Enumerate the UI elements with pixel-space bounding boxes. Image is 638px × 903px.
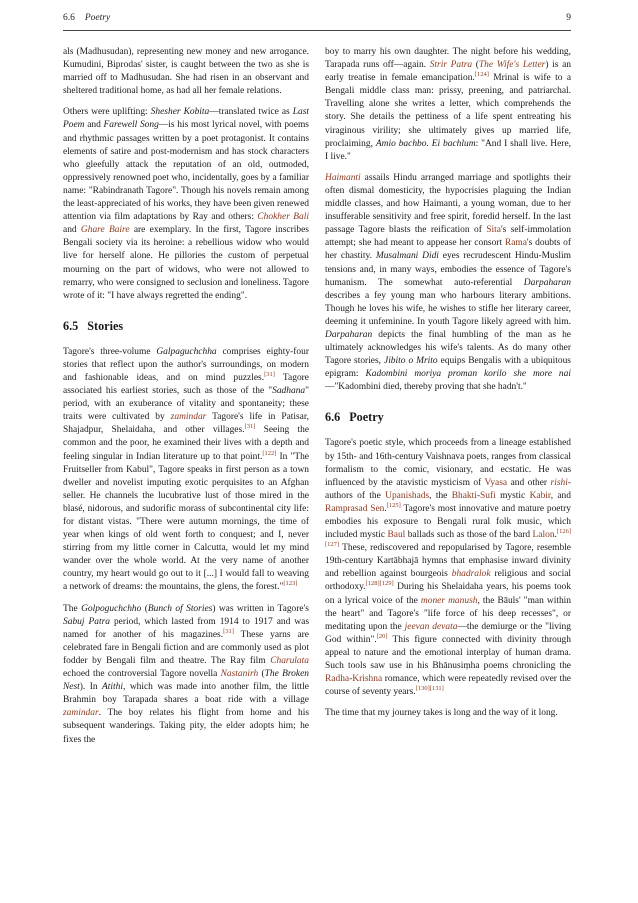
text: Tagore associated his earliest stories, such as those of the " xyxy=(63,372,309,397)
header-section-number: 6.6 xyxy=(63,13,75,23)
text: ( xyxy=(472,60,479,71)
text: Tagore's most innovative and mature poetry embodies his exposure to Bengali rural folk music, which included mystic xyxy=(325,503,571,541)
link-lalon[interactable]: Lalon xyxy=(532,530,555,541)
paragraph-haimanti xyxy=(325,172,571,395)
text: and other xyxy=(507,477,551,488)
left-column xyxy=(63,46,309,755)
heading-title: Poetry xyxy=(349,410,384,425)
text: 's doubts of her chastity. xyxy=(325,238,571,262)
text: : "And I shall live. Here, I live." xyxy=(325,138,572,162)
link-moner-manush[interactable]: moner manush xyxy=(420,595,478,606)
text: Seeing the common and the poor, he examined their lives with a depth and feeling singular in Indian literature up to that point. xyxy=(63,425,310,462)
link-nastanirh[interactable]: Nastanirh xyxy=(220,669,259,680)
link-ghare-baire[interactable]: Ghare Baire xyxy=(80,225,130,236)
link-upanishads[interactable]: Upanishads xyxy=(385,490,430,501)
citation-123[interactable]: [123] xyxy=(283,580,298,588)
text: ) was written in Tagore's xyxy=(212,603,309,614)
text: assails Hindu arranged marriage and spotlights their often dismal domesticity, the hypocrisies plaguing the Indian middle classes, and how Haimanti, a young woman, due to her insufferable sensitivity and free spirit, foredid herself. In the last passage Tagore blasts the reification of xyxy=(325,172,571,236)
citation-125[interactable]: [125] xyxy=(386,501,401,509)
right-column xyxy=(325,46,571,728)
text: These yarns are celebrated fare in Bengali fiction and are commonly used as plot fodder by Bengali film and theatre. The Ray film xyxy=(63,629,309,666)
link-krishna[interactable]: Krishna xyxy=(352,674,383,685)
heading-stories xyxy=(63,319,309,333)
link-haimanti[interactable]: Haimanti xyxy=(325,172,361,183)
title-bunch-of-stories: Bunch of Stories xyxy=(147,603,213,614)
paragraph-galpaguchchha xyxy=(63,346,309,595)
paragraph-golpoguchchho xyxy=(63,603,309,747)
title-last-poem: Last Poem xyxy=(63,107,309,131)
text: echoed the controversial Tagore novella xyxy=(63,669,221,680)
heading-number: 6.6 xyxy=(325,410,341,425)
paragraph-poetic-style xyxy=(325,437,571,699)
text: and xyxy=(84,120,104,131)
title-broken-nest: The Broken Nest xyxy=(63,669,309,693)
text: " period, with an exuberance of vitality and spontaneity; these traits were cultivated by xyxy=(63,386,309,423)
text: -authors of the xyxy=(325,477,571,501)
text: During his Shelaidaha years, his poems took on a lyrical voice of the xyxy=(325,582,571,606)
link-strir-patra[interactable]: Strir Patra xyxy=(429,60,473,71)
title-atithi: Atithi xyxy=(102,682,124,693)
text: ). In xyxy=(79,682,103,693)
text: These, rediscovered and repopularised by Tagore, resemble 19th-century Kartābhajā hymns that emphasise inward divinity and rebellion against bourgeois xyxy=(325,543,571,580)
text: romance, which were repeatedly revised over the course of seventy years. xyxy=(325,674,571,698)
text: eyes recrudescent Hindu-Muslim tensions and, in many ways, embodies the essence of Tagore's humanism. The somewhat auto-referential xyxy=(325,251,571,288)
paragraph-madhusudan: als (Madhusudan), representing new money and new arrogance. Kumudini, Biprodas' sister, is caught between the two as she is married off to Madhusudan. She had risen in an observant and sheltered traditional home, as had all her female relations. xyxy=(63,47,309,97)
text: . The boy relates his flight from home and his subsequent wanderings. Taking pity, the elder adopts him; he fixes the xyxy=(63,708,309,745)
title-sabuj-patra: Sabuj Patra xyxy=(63,616,110,627)
citation-128-129[interactable]: [128][129] xyxy=(365,580,394,588)
link-chokher-bali[interactable]: Chokher Bali xyxy=(257,212,309,223)
text: , and xyxy=(550,490,571,501)
link-rama[interactable]: Rama xyxy=(504,238,527,249)
text: comprises eighty-four stories that reflect upon the author's surroundings, on modern and fashionable ideas, and on mind puzzles. xyxy=(63,346,309,383)
link-ramprasad-sen[interactable]: Ramprasad Sen xyxy=(325,503,385,514)
text: describes a fey young man who harbours literary ambitions. Though he loves his wife, he wishes to stifle her literary career, deeming it unfeminine. In youth Tagore likely agreed with him. xyxy=(325,290,571,327)
title-golpoguchchho: Golpoguchchho xyxy=(81,603,142,614)
text: —translated twice as xyxy=(209,107,293,118)
text: period, which lasted from 1914 to 1917 and was named for another of his magazines. xyxy=(63,616,309,640)
text: . xyxy=(384,503,387,514)
paragraph-journey-quote: The time that my journey takes is long and the way of it long. xyxy=(325,708,558,719)
heading-poetry xyxy=(325,410,571,424)
text: boy to marry his own daughter. The night before his wedding, Tarapada runs off—again. xyxy=(325,47,571,71)
link-jeevan-devata[interactable]: jeevan devata xyxy=(404,621,458,632)
link-sufi[interactable]: Sufi xyxy=(480,490,496,501)
citation-124[interactable]: [124] xyxy=(474,71,489,79)
text: - xyxy=(476,490,481,501)
text: ) is an early treatise in female emancipation. xyxy=(325,60,571,84)
text: —the demiurge or the "living God within". xyxy=(325,621,571,645)
citation-126-127[interactable]: [126][127] xyxy=(325,527,571,549)
text: mystic xyxy=(495,490,530,501)
title-galpaguchchha: Galpaguchchha xyxy=(156,346,217,357)
citation-31[interactable]: [31] xyxy=(223,627,234,635)
title-darpaharan: Darpaharan xyxy=(325,329,373,340)
paragraph-strir-patra xyxy=(325,46,571,164)
text: Others were uplifting: xyxy=(63,107,151,118)
link-rishi[interactable]: rishi xyxy=(550,477,568,488)
title-sadhana: Sadhana xyxy=(272,386,306,397)
text: The xyxy=(63,603,82,614)
link-wifes-letter[interactable]: The Wife's Letter xyxy=(478,60,546,71)
link-zamindar[interactable]: zamindar xyxy=(63,708,99,719)
quote-amio-bachbo: Amio bachbo. Ei bachlum xyxy=(375,138,476,149)
heading-title: Stories xyxy=(87,318,124,333)
link-charulata[interactable]: Charulata xyxy=(270,655,309,666)
link-kabir[interactable]: Kabir xyxy=(529,490,551,501)
text: In "The Fruitseller from Kabul", Tagore speaks in first person as a town dweller and novelist imputing exotic perquisites to an Afghan seller. He channels the lucubrative lust of those mired in the blasé, nidorous, and sudorific morass of subcontinental city life: for distant vistas. "There were autumn mornings, the time of year when kings of old went forth to conquest; and I, never stirring from my little corner in Calcutta, would let my mind wander over the whole world. At the very name of another country, my heart would go out to it [...] I would fall to weaving a network of dreams: the mountains, the glens, the forest." xyxy=(63,451,309,593)
text: Tagore's three-volume xyxy=(63,346,157,357)
quote-kadombini: Kadombini moriya proman korilo she more nai xyxy=(365,369,571,380)
link-radha[interactable]: Radha xyxy=(325,674,350,685)
text: equips Bengalis with a ubiquitous epigram: xyxy=(325,356,571,380)
text: —"Kadombini died, thereby proving that she hadn't." xyxy=(325,382,527,393)
header-rule xyxy=(63,30,571,31)
page-number: 9 xyxy=(566,13,571,23)
citation-130-131[interactable]: [130][131] xyxy=(415,685,444,693)
text: 's self-immolation attempt; she had meant to appease her consort xyxy=(325,225,571,249)
title-jibito-o-mrito: Jibito o Mrito xyxy=(384,356,438,367)
link-baul[interactable]: Baul xyxy=(387,530,406,541)
text: - xyxy=(349,674,353,685)
link-bhadralok[interactable]: bhadralok xyxy=(451,569,491,580)
title-farewell-song: Farewell Song xyxy=(103,120,159,131)
text: are exemplary. In the first, Tagore inscribes Bengali society via its heroine: a rebellious widow who would live for herself alone. He pillories the custom of perpetual mourning on the part of widows, who were not allowed to remarry, who were consigned to seclusion and loneliness. Tagore wrote of it: "I have always regretted the ending". xyxy=(63,225,309,301)
text: Tagore's poetic style, which proceeds from a lineage established by 15th- and 16th-century Vaishnava poets, ranges from classical formalism to the comic, visionary, and ecstatic. He was influenced by the atavistic mysticism of xyxy=(325,438,571,488)
title-darpaharan: Darpaharan xyxy=(523,277,571,288)
title-shesher-kobita: Shesher Kobita xyxy=(150,107,210,118)
text: , the xyxy=(429,490,452,501)
citation-122[interactable]: [122] xyxy=(262,449,277,457)
text: , the Bāuls' "man within the heart" and Tagore's "life force of his deep recesses", or meditating upon the xyxy=(325,595,572,632)
citation-31[interactable]: [31] xyxy=(264,370,275,378)
citation-20[interactable]: [20] xyxy=(376,632,388,640)
link-zamindar[interactable]: zamindar xyxy=(170,412,207,423)
header-section-title: Poetry xyxy=(84,13,111,23)
paragraph-shesher-kobita xyxy=(63,106,309,302)
title-musalmani-didi: Musalmani Didi xyxy=(375,251,439,262)
link-sita[interactable]: Sita xyxy=(486,225,501,236)
text: religious and social orthodoxy. xyxy=(325,569,572,593)
text: Tagore's life in Patisar, Shajadpur, Shelaidaha, and other villages. xyxy=(63,412,309,436)
running-header xyxy=(63,13,571,23)
text: depicts the final humbling of the man as he ultimately acknowledges his wife's talents. As do many other Tagore stories, xyxy=(325,329,571,367)
text: ( xyxy=(141,603,148,614)
text: . xyxy=(554,530,557,541)
text: ballads such as those of the bard xyxy=(405,530,533,541)
link-vyasa[interactable]: Vyasa xyxy=(484,477,508,488)
text: Mrinal is wife to a Bengali middle class man: prissy, preening, and patriarchal. Travelling alone she writes a letter, which comprehends the story. She details the pettiness of a life spent entreating his viraginous virility; she ultimately gives up married life, proclaiming, xyxy=(325,73,572,149)
text: ( xyxy=(258,669,265,680)
text: —is his most lyrical novel, with poems and rhythmic passages written by a poet protagonist. It contains elements of satire and post-modernism and has stock characters who gleefully attack the reputation of an old, outmoded, oppressively renowned poet who, incidentally, goes by a familiar name: "Rabindranath Tagore". Though his novels remain among the least-appreciated of his works, they have been given renewed attention via film adaptations by Ray and others: xyxy=(63,120,309,223)
link-bhakti[interactable]: Bhakti xyxy=(451,490,477,501)
text: , which was made into another film, the little Brahmin boy Tarapada shares a boat ride with a village xyxy=(63,682,309,706)
text: This figure connected with divinity through appeal to nature and the emotional interplay of human drama. Such tools saw use in his Bhānusiṃha poems chronicling the xyxy=(325,634,571,672)
heading-number: 6.5 xyxy=(63,318,79,333)
text: and xyxy=(63,225,81,236)
citation-31[interactable]: [31] xyxy=(244,423,256,431)
